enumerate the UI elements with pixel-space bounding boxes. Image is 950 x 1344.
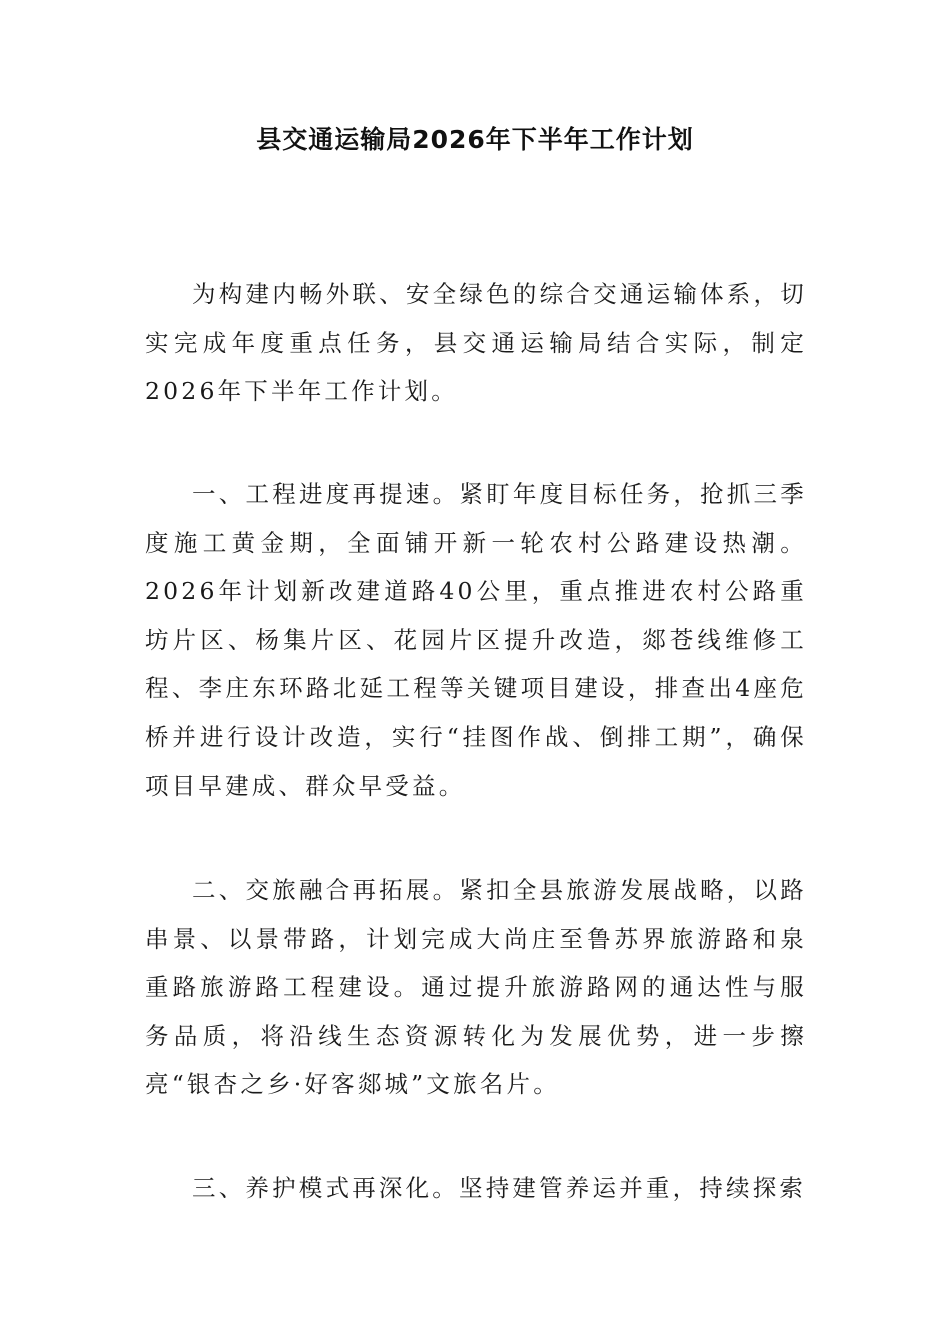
document-title: 县交通运输局2026年下半年工作计划 — [256, 125, 694, 154]
section-three-paragraph: 三、养护模式再深化。坚持建管养运并重，持续探索 — [192, 1174, 807, 1202]
section-two-paragraph: 二、交旅融合再拓展。紧扣全县旅游发展战略，以路串景、以景带路，计划完成大尚庄至鲁苏界旅游路和泉重路旅游路工程建设。通过提升旅游路网的通达性与服务品质，将沿线生态资源转化为发展优势，进一步擦亮“银杏之乡·好客郯城”文旅名片。 — [145, 876, 807, 1099]
intro-paragraph: 为构建内畅外联、安全绿色的综合交通运输体系，切实完成年度重点任务，县交通运输局结合实际，制定2026年下半年工作计划。 — [145, 280, 807, 406]
section-one-paragraph: 一、工程进度再提速。紧盯年度目标任务，抢抓三季度施工黄金期，全面铺开新一轮农村公路建设热潮。2026年计划新改建道路40公里，重点推进农村公路重坊片区、杨集片区、花园片区提升改造，郯苍线维修工程、李庄东环路北延工程等关键项目建设，排查出4座危桥并进行设计改造，实行“挂图作战、倒排工期”，确保项目早建成、群众早受益。 — [145, 480, 807, 800]
